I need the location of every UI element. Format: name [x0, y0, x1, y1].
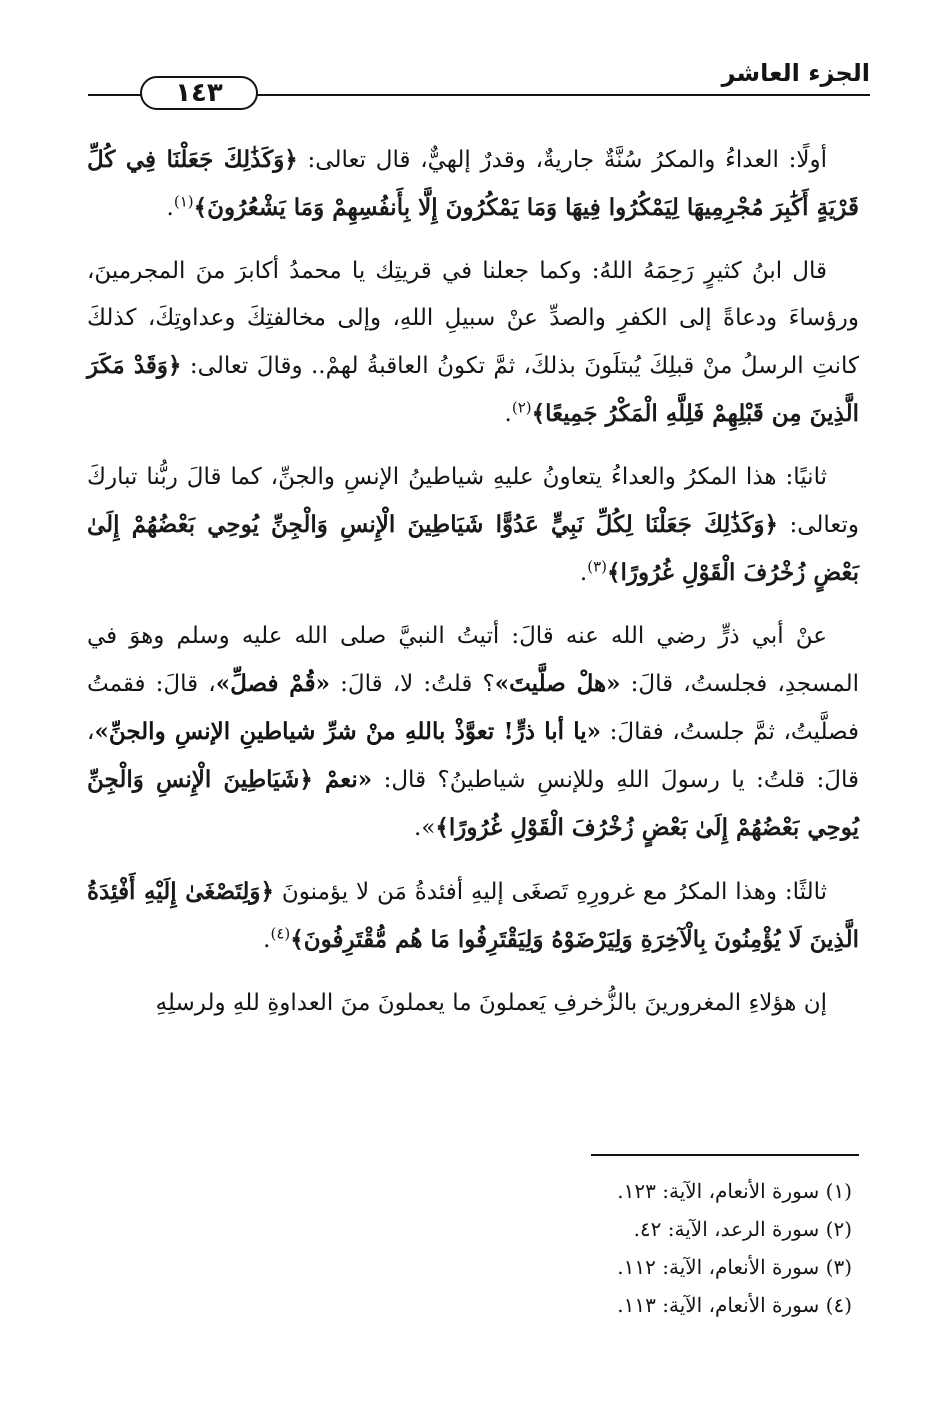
footnotes-list [252, 1172, 852, 1324]
paragraph-first-point [87, 136, 859, 232]
footnote-4: (٤) سورة الأنعام، الآية: ١١٣. [617, 1293, 852, 1317]
hadith-quote: «يا أبا ذرٍّ! تعوَّذْ باللهِ منْ شرِّ شياطينِ الإنسِ والجنِّ» [94, 718, 602, 745]
paragraph-text: ؟ قلتُ: لا، قالَ: [329, 671, 495, 697]
paragraph-second-point [87, 454, 859, 597]
paragraph-text: ، قالَ: فقمتُ فصلَّيتُ، ثمَّ جلستُ، فقالَ: [87, 671, 859, 745]
footnote-1: (١) سورة الأنعام، الآية: ١٢٣. [617, 1179, 852, 1203]
paragraph-third-point [87, 868, 859, 964]
paragraph-text: ، قالَ: قلتُ: يا رسولَ اللهِ وللإنسِ شياطينُ؟ قال: [87, 719, 860, 793]
footnote-ref: (٢) [511, 398, 532, 417]
quran-verse: ﴿شَيَاطِينَ الْإِنسِ وَالْجِنِّ يُوحِي بَعْضُهُمْ إِلَىٰ بَعْضٍ زُخْرُفَ الْقَوْلِ غُرُورًا﴾ [87, 766, 859, 841]
quran-verse: ﴿وَقَدْ مَكَرَ الَّذِينَ مِن قَبْلِهِمْ فَلِلَّهِ الْمَكْرُ جَمِيعًا﴾ [87, 352, 859, 427]
paragraph-text: ». [414, 815, 436, 841]
paragraph-text: . [579, 560, 588, 586]
paragraph-text: ثالثًا: وهذا المكرُ مع غرورِهِ تَصغَى إليهِ أفئدةُ مَن لا يؤمنونَ [274, 879, 827, 905]
paragraph-text: . [166, 195, 174, 221]
quran-verse: ﴿وَلِتَصْغَىٰ إِلَيْهِ أَفْئِدَةُ الَّذِينَ لَا يُؤْمِنُونَ بِالْآخِرَةِ وَلِيَرْضَوْهُ وَلِيَقْتَرِفُوا مَا هُم مُّقْتَرِفُونَ﴾ [87, 878, 859, 953]
paragraph-ibn-kathir [87, 248, 859, 438]
hadith-quote: «نعمْ [312, 766, 373, 793]
page-number: ١٤٣ [140, 76, 258, 110]
footnote-ref: (١) [173, 192, 194, 211]
paragraph-hadith [87, 613, 859, 852]
hadith-quote: «قُمْ فصلِّ» [215, 670, 330, 697]
paragraph-text: قال ابنُ كثيرٍ رَحِمَهُ اللهُ: وكما جعلنا في قريتِك يا محمدُ أكابرَ منَ المجرمينَ، ورؤساءَ ودعاةً إلى الكفرِ والصدِّ عنْ سبيلِ اللهِ، وإلى مخالفتِكَ وعداوتِكَ، كذلكَ كانتِ الرسلُ منْ قبلِكَ يُبتلَونَ بذلكَ، ثمَّ تكونُ العاقبةُ لهمْ.. وقالَ تعالى: [87, 258, 859, 379]
quran-verse: ﴿وَكَذَٰلِكَ جَعَلْنَا لِكُلِّ نَبِيٍّ عَدُوًّا شَيَاطِينَ الْإِنسِ وَالْجِنِّ يُوحِي بَعْضُهُمْ إِلَىٰ بَعْضٍ زُخْرُفَ الْقَوْلِ غُرُورًا﴾ [87, 511, 859, 586]
paragraph-text: أولًا: العداءُ والمكرُ سُنَّةٌ جاريةٌ، وقدرٌ إلهيٌّ، قال تعالى: [297, 147, 827, 173]
footnote-ref: (٣) [587, 557, 608, 576]
quran-verse: ﴿وَكَذَٰلِكَ جَعَلْنَا فِي كُلِّ قَرْيَةٍ أَكَٰبِرَ مُجْرِمِيهَا لِيَمْكُرُوا فِيهَا وَمَا يَمْكُرُونَ إِلَّا بِأَنفُسِهِمْ وَمَا يَشْعُرُونَ﴾ [87, 146, 859, 221]
footnote-ref: (٤) [270, 924, 291, 943]
footnote-2: (٢) سورة الرعد، الآية: ٤٢. [633, 1217, 852, 1241]
header-title: الجزء العاشر [721, 59, 870, 87]
paragraph-text: إن هؤلاءِ المغرورينَ بالزُّخرفِ يَعملونَ ما يعملونَ منَ العداوةِ للهِ ولرسلِهِ [155, 990, 827, 1016]
footnote-separator [591, 1154, 859, 1156]
paragraph-text: . [263, 927, 271, 953]
paragraph-text: عنْ أبي ذرٍّ رضي الله عنه قالَ: أتيتُ النبيَّ صلى الله عليه وسلم وهوَ في المسجدِ، فجلستُ، قالَ: [87, 623, 859, 697]
hadith-quote: «هلْ صلَّيتَ» [494, 670, 621, 697]
running-header [88, 56, 870, 108]
paragraph-text: . [504, 401, 512, 427]
body-text [87, 136, 859, 1043]
footnote-3: (٣) سورة الأنعام، الآية: ١١٢. [617, 1255, 852, 1279]
paragraph-text: ثانيًا: هذا المكرُ والعداءُ يتعاونُ عليهِ شياطينُ الإنسِ والجنِّ، كما قالَ ربُّنا تباركَ وتعالى: [87, 464, 859, 538]
paragraph-continuation [87, 980, 859, 1027]
